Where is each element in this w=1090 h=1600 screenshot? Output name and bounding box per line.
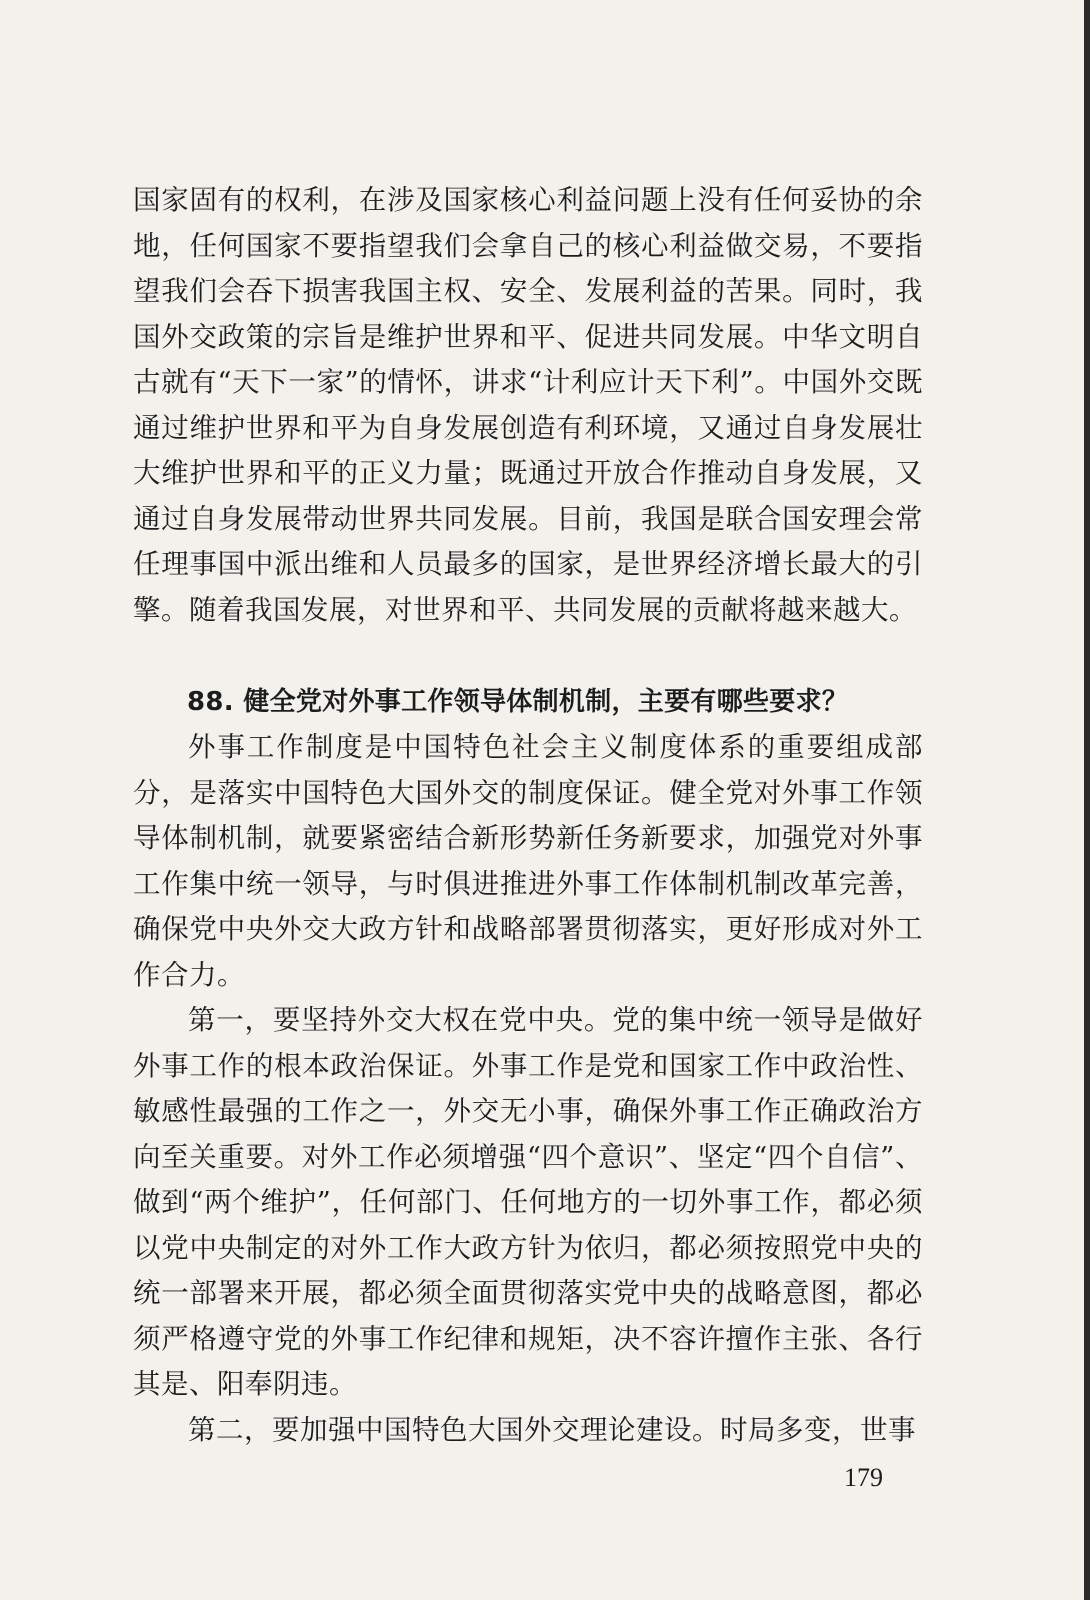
body-paragraph: 第一，要坚持外交大权在党中央。党的集中统一领导是做好外事工作的根本政治保证。外事工作是党和国家工作中政治性、敏感性最强的工作之一，外交无小事，确保外事工作正确政治方向至关重要。对外工作必须增强“四个意识”、坚定“四个自信”、做到“两个维护”，任何部门、任何地方的一切外事工作，都必须以党中央制定的对外工作大政方针为依归，都必须按照党中央的统一部署来开展，都必须全面贯彻落实党中央的战略意图，都必须严格遵守党的外事工作纪律和规矩，决不容许擅作主张、各行其是、阳奉阴违。 [133,1004,923,1400]
scan-edge [1084,0,1090,1600]
page-body [133,178,923,1453]
section-heading: 88. 健全党对外事工作领导体制机制，主要有哪些要求？ [187,687,849,717]
body-paragraph: 第二，要加强中国特色大国外交理论建设。时局多变，世事 [188,1413,916,1446]
body-paragraph: 国家固有的权利，在涉及国家核心利益问题上没有任何妥协的余地，任何国家不要指望我们会拿自己的核心利益做交易，不要指望我们会吞下损害我国主权、安全、发展利益的苦果。同时，我国外交政策的宗旨是维护世界和平、促进共同发展。中华文明自古就有“天下一家”的情怀，讲求“计利应计天下利”。中国外交既通过维护世界和平为自身发展创造有利环境，又通过自身发展壮大维护世界和平的正义力量；既通过开放合作推动自身发展，又通过自身发展带动世界共同发展。目前，我国是联合国安理会常任理事国中派出维和人员最多的国家，是世界经济增长最大的引擎。随着我国发展，对世界和平、共同发展的贡献将越来越大。 [133,184,923,626]
page-number: 179 [844,1463,883,1492]
body-paragraph: 外事工作制度是中国特色社会主义制度体系的重要组成部分，是落实中国特色大国外交的制度保证。健全党对外事工作领导体制机制，就要紧密结合新形势新任务新要求，加强党对外事工作集中统一领导，与时俱进推进外事工作体制机制改革完善，确保党中央外交大政方针和战略部署贯彻落实，更好形成对外工作合力。 [133,731,923,991]
